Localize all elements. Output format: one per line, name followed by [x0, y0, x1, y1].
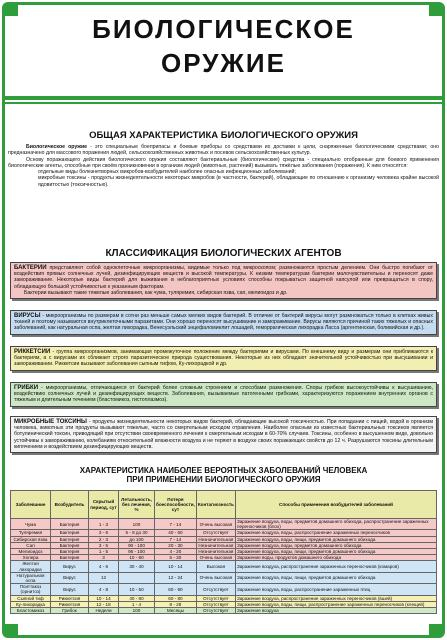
- loss-cell: 8 - 28: [155, 601, 197, 607]
- bacteria-text: представляют собой одноклеточные микроорганизмы, видимые только под микроскопом; размножаются простым делением. Они быстро погибают от воздействия прямых солнечных лучей, дезинфицирующих веществ и высокой температуры. К низким температурам бактерии малочувствительны и переносят даже замораживание. Некоторые виды бактерий для выживания в неблагоприятных условиях способны покрываться защитной капсулой или превращаться в спору, обладающую большой устойчивостью к указанным факторам.: [14, 265, 433, 290]
- contagiousness-cell: Высокая: [196, 561, 235, 572]
- column-header: Заболевание: [11, 491, 51, 519]
- contagiousness-cell: Незначительная: [196, 549, 235, 555]
- table-row: [11, 561, 437, 572]
- disease-cell: Бластомикоз: [11, 608, 51, 614]
- agent-cell: Бактерия: [51, 555, 89, 561]
- general-lead: Биологическое оружие: [26, 144, 88, 150]
- table-row: [11, 549, 437, 555]
- loss-cell: 12 - 24: [155, 572, 197, 583]
- table-row: [11, 584, 437, 595]
- column-header: Летальность, без лечения, %: [119, 491, 155, 519]
- latent-period-cell: 1 - 5: [89, 549, 119, 555]
- latent-period-cell: 2 - 3: [89, 536, 119, 542]
- latent-period-cell: 12 - 18: [89, 601, 119, 607]
- table-heading-line1: ХАРАКТЕРИСТИКА НАИБОЛЕЕ ВЕРОЯТНЫХ ЗАБОЛЕВАНИЙ ЧЕЛОВЕКА: [79, 466, 368, 475]
- column-header: Потеря боеспособности, сут: [155, 491, 197, 519]
- transmission-cell: Заражение воздуха: [235, 608, 436, 614]
- contagiousness-cell: Незначительная: [196, 542, 235, 548]
- viruses-text: - микроорганизмы по размерам в сотни раз меньше самых мелких видов бактерий. В отличие от бактерий вирусы могут размножаться только в клетках живых тканей и поэтому называются внутриклеточными паразитами. Они хорошо переносят высушивание и замораживание. Вирусы являются причиной таких тяжелых и опасных заболеваний, как натуральная оспа, желтая лихорадка, Венесуэльский энцефаломиелит лошадей, геморрагическая лихорадка Ласса (аргентинская, боливийская и др.).: [14, 313, 433, 332]
- loss-cell: 60 - 80: [155, 595, 197, 601]
- loss-cell: 20 - 30: [155, 542, 197, 548]
- latent-period-cell: 4 - 8: [89, 584, 119, 595]
- table-row: [11, 536, 437, 542]
- disease-cell: Сибирская язва: [11, 536, 51, 542]
- agent-cell: Риккетсия: [51, 601, 89, 607]
- lethality-cell: до 100: [119, 536, 155, 542]
- viruses-box: [10, 310, 437, 335]
- fungi-box: [10, 382, 437, 407]
- transmission-cell: Заражение воздуха, распространение зараженных переносчиков (вшей): [235, 595, 436, 601]
- table-row: [11, 595, 437, 601]
- poster-title-line2: ОРУЖИЕ: [161, 48, 286, 78]
- transmission-cell: Заражение воды, продуктов домашнего обихода: [235, 555, 436, 561]
- lethality-cell: 95 - 100: [119, 549, 155, 555]
- agent-cell: Грибок: [51, 608, 89, 614]
- latent-period-cell: 1 - 3: [89, 519, 119, 530]
- table-row: [11, 601, 437, 607]
- disease-cell: Мелиоидоз: [11, 549, 51, 555]
- agent-cell: Вирус: [51, 572, 89, 583]
- table-row: [11, 530, 437, 536]
- loss-cell: Месяцы: [155, 608, 197, 614]
- table-row: [11, 519, 437, 530]
- classification-heading: КЛАССИФИКАЦИЯ БИОЛОГИЧЕСКИХ АГЕНТОВ: [105, 248, 342, 259]
- corner-bottom-right: [429, 624, 443, 636]
- lethality-cell: 90 - 100: [119, 542, 155, 548]
- contagiousness-cell: Отсутствует: [196, 601, 235, 607]
- loss-cell: 10 - 14: [155, 561, 197, 572]
- fungi-text: - микроорганизмы, отличающиеся от бактерий более сложным строением и способами размножения. Споры грибков высокоустойчивы к высушиванию, воздействию солнечных лучей и дезинфицирующих веществ. Заболевания, вызываемые патогенными грибками, характеризуются поражением внутренних органов с тяжелым и длительным течением (бластомикоз, гистоплазмоз).: [14, 385, 433, 404]
- lethality-cell: 30 - 40: [119, 561, 155, 572]
- rickettsia-text: - группа микроорганизмов, занимающая промежуточное положение между бактериями и вирусами. По внешнему виду и размерам они приближаются к бактериям, а с вирусами их сближает строго паразитическое природа существования. Некоторые из них обладают значительной устойчивостью при высушивании и замораживании. Риккетсии вызывают заболевания сыпным тифом, Ку-лихорадкой и др.: [14, 349, 433, 368]
- transmission-cell: Заражение воздуха, воды, пищи, предметов домашнего обихода: [235, 536, 436, 542]
- general-section: [8, 130, 439, 188]
- latent-period-cell: 12: [89, 572, 119, 583]
- contagiousness-cell: Незначительная: [196, 536, 235, 542]
- table-heading: [0, 466, 447, 484]
- corner-bottom-left: [4, 624, 18, 636]
- loss-cell: 7 - 14: [155, 519, 197, 530]
- disease-cell: Чума: [11, 519, 51, 530]
- general-p1-text: - это специальные боеприпасы и боевые приборы со средствами их доставки к цели, снаряженные биологическими средствами; оно предназначено для массового поражения людей, сельскохозяйственных животных и посевов сельскохозяйственных культур.: [8, 144, 439, 157]
- loss-cell: 60 - 90: [155, 584, 197, 595]
- loss-cell: 40 - 60: [155, 530, 197, 536]
- latent-period-cell: 10 - 14: [89, 595, 119, 601]
- rickettsia-label: РИККЕТСИИ: [14, 349, 51, 355]
- transmission-cell: Заражение воздуха, распространение зараженных переносчиков (комаров): [235, 561, 436, 572]
- latent-period-cell: 3: [89, 555, 119, 561]
- lethality-cell: 10 - 50: [119, 584, 155, 595]
- transmission-cell: Заражение воздуха, воды, пищи, предметов домашнего обихода: [235, 549, 436, 555]
- poster-title-line1: БИОЛОГИЧЕСКОЕ: [92, 14, 355, 44]
- contagiousness-cell: Отсутствует: [196, 584, 235, 595]
- general-paragraph-3: отдельные виды болезнетворных микробов-возбудителей наиболее опасных инфекционных заболеваний;: [38, 169, 296, 176]
- transmission-cell: Заражение воздуха, воды, пищи, распространение зараженных переносчиков (клещей): [235, 601, 436, 607]
- toxins-label: МИКРОБНЫЕ ТОКСИНЫ: [14, 419, 87, 425]
- column-header: Контагиозность: [196, 491, 235, 519]
- disease-cell: Сыпной тиф: [11, 595, 51, 601]
- diseases-table: [10, 490, 437, 614]
- bacteria-text-2: Бактерии вызывают такие тяжелые заболевания, как чума, туляремия, сибирская язва, сап, мелиоидоз и др.: [24, 289, 288, 296]
- lethality-cell: 100: [119, 519, 155, 530]
- divider-top: [4, 96, 443, 100]
- lethality-cell: [119, 572, 155, 583]
- bacteria-box: [10, 262, 437, 299]
- loss-cell: 4 - 20: [155, 549, 197, 555]
- general-paragraph-4: микробные токсины - продукты жизнедеятельности некоторых микробов (в частности, бактерий), обладающие по отношению к организму человека крайне высокой ядовитостью (токсичностью).: [38, 175, 439, 188]
- general-paragraph-1: [8, 144, 439, 157]
- contagiousness-cell: Очень высокая: [196, 519, 235, 530]
- lethality-cell: 5 - 8 до 30: [119, 530, 155, 536]
- agent-cell: Бактерия: [51, 519, 89, 530]
- transmission-cell: Заражение воздуха, воды, распространение зараженных переносчиков: [235, 530, 436, 536]
- disease-cell: Натуральная оспа: [11, 572, 51, 583]
- contagiousness-cell: Очень высокая: [196, 555, 235, 561]
- agent-cell: Бактерия: [51, 542, 89, 548]
- bacteria-label: БАКТЕРИИ: [14, 265, 47, 271]
- column-header: Скрытый период, сут: [89, 491, 119, 519]
- agent-cell: Бактерия: [51, 530, 89, 536]
- disease-cell: Желтая лихорадка: [11, 561, 51, 572]
- latent-period-cell: 3 - 5: [89, 542, 119, 548]
- diseases-table-wrap: [10, 490, 437, 614]
- general-heading: ОБЩАЯ ХАРАКТЕРИСТИКА БИОЛОГИЧЕСКОГО ОРУЖИЯ: [89, 130, 358, 141]
- lethality-cell: 10 - 80: [119, 555, 155, 561]
- general-paragraph-2: Основу поражающего действия биологического оружия составляют бактериальные (биологические) средства - специально отобранные для боевого применения биологические агенты, способные при своём проникновении в организм людей (животных, растений) вызывать тяжёлые заболевания (поражения). К ним относятся:: [8, 156, 439, 169]
- toxins-box: [10, 416, 437, 453]
- contagiousness-cell: Отсутствует: [196, 608, 235, 614]
- transmission-cell: Заражение воздуха, воды, предметов домашнего обихода, распространение зараженных переносчиков (блох): [235, 519, 436, 530]
- latent-period-cell: Недели: [89, 608, 119, 614]
- divider-top-thin: [4, 102, 443, 104]
- transmission-cell: Заражение воздуха, воды, предметов домашнего обихода: [235, 542, 436, 548]
- fungi-label: ГРИБКИ: [14, 385, 39, 391]
- agent-cell: Бактерия: [51, 549, 89, 555]
- disease-cell: Пситтакоз (орнитоз): [11, 584, 51, 595]
- agent-cell: Вирус: [51, 584, 89, 595]
- transmission-cell: Заражение воздуха, воды, распространение зараженных птиц: [235, 584, 436, 595]
- agent-cell: Риккетсия: [51, 595, 89, 601]
- disease-cell: Ку-лихорадка: [11, 601, 51, 607]
- table-body: [11, 519, 437, 614]
- disease-cell: Холера: [11, 555, 51, 561]
- loss-cell: 7 - 14: [155, 536, 197, 542]
- column-header: Способы применения возбудителей заболеваний: [235, 491, 436, 519]
- lethality-cell: 40 - 80: [119, 595, 155, 601]
- lethality-cell: 1 - 4: [119, 601, 155, 607]
- agent-cell: Бактерия: [51, 536, 89, 542]
- contagiousness-cell: Отсутствует: [196, 595, 235, 601]
- table-header-row: [11, 491, 437, 519]
- viruses-label: ВИРУСЫ: [14, 313, 41, 319]
- latent-period-cell: 3 - 6: [89, 530, 119, 536]
- transmission-cell: Заражение воздуха, воды, пищи, предметов домашнего обихода: [235, 572, 436, 583]
- toxins-text: - продукты жизнедеятельности некоторых видов бактерий, обладающие высокой токсичностью. При попадании с пищей, водой в организм человека, животных эти продукты вызывают тяжелые, часто со смертельным исходом отравления. Наиболее опасным из известных бактериальных токсинов является ботулинический токсин, приводящий при отсутствии своевременного лечения к смертельным исходам в 60-70% случаев. Токсины, особенно в высушенном виде, довольно устойчивы к замораживанию, колебаниям относительной влажности воздуха и не теряют в воздухе своих поражающих свойств до 12 ч. Разрушаются токсины длительным кипячением и воздействием дезинфицирующих веществ.: [14, 419, 433, 450]
- latent-period-cell: 4 - 6: [89, 561, 119, 572]
- contagiousness-cell: Отсутствует: [196, 530, 235, 536]
- loss-cell: 5 - 30: [155, 555, 197, 561]
- contagiousness-cell: Очень высокая: [196, 572, 235, 583]
- rickettsia-box: [10, 346, 437, 371]
- table-heading-line2: ПРИ ПРИМЕНЕНИИ БИОЛОГИЧЕСКОГО ОРУЖИЯ: [126, 475, 321, 484]
- disease-cell: Туляремия: [11, 530, 51, 536]
- table-row: [11, 608, 437, 614]
- disease-cell: Сап: [11, 542, 51, 548]
- table-row: [11, 572, 437, 583]
- agent-cell: Вирус: [51, 561, 89, 572]
- lethality-cell: 100: [119, 608, 155, 614]
- column-header: Возбудитель: [51, 491, 89, 519]
